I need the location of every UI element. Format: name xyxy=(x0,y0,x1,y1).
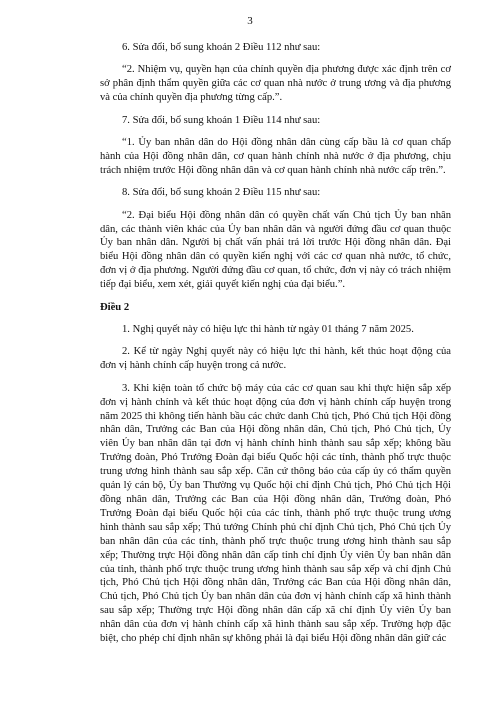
article-heading: Điều 2 xyxy=(100,301,130,313)
amendment-quote-6: “2. Nhiệm vụ, quyền hạn của chính quyền địa phương được xác định trên cơ sở phân định thẩm quyền giữa các cơ quan nhà nước ở trung ương và địa phương và của chính quyền địa phương từng cấp.”. xyxy=(100,64,451,104)
article-clause-2: 2. Kể từ ngày Nghị quyết này có hiệu lực thi hành, kết thúc hoạt động của đơn vị hành chính cấp huyện trong cả nước. xyxy=(100,346,451,372)
amendment-item-7: 7. Sửa đổi, bổ sung khoản 1 Điều 114 như sau: xyxy=(122,114,321,126)
amendment-item-8: 8. Sửa đổi, bổ sung khoản 2 Điều 115 như sau: xyxy=(122,187,321,199)
amendment-quote-8: “2. Đại biểu Hội đồng nhân dân có quyền chất vấn Chủ tịch Ủy ban nhân dân, các thành viên khác của Ủy ban nhân dân và người đứng đầu cơ quan thuộc Ủy ban nhân dân. Người bị chất vấn phải trả lời trước Hội đồng nhân dân. Đại biểu Hội đồng nhân dân có quyền kiến nghị với các cơ quan nhà nước, tổ chức, đơn vị ở địa phương. Người đứng đầu cơ quan, tổ chức, đơn vị này có trách nhiệm tiếp đại biểu, xem xét, giải quyết kiến nghị của đại biểu.”. xyxy=(100,209,451,291)
amendment-item-6: 6. Sửa đổi, bổ sung khoản 2 Điều 112 như sau: xyxy=(122,42,321,53)
amendment-quote-7: “1. Ủy ban nhân dân do Hội đồng nhân dân cùng cấp bầu là cơ quan chấp hành của Hội đồng nhân dân, cơ quan hành chính nhà nước ở địa phương, chịu trách nhiệm trước Hội đồng nhân dân và cơ quan hành chính nhà nước cấp trên.”. xyxy=(100,137,451,176)
article-clause-1: 1. Nghị quyết này có hiệu lực thi hành từ ngày 01 tháng 7 năm 2025. xyxy=(122,324,414,335)
article-clause-3: 3. Khi kiện toàn tổ chức bộ máy của các cơ quan sau khi thực hiện sắp xếp đơn vị hành chính và kết thúc hoạt động của đơn vị hành chính cấp huyện trong năm 2025 thì không tiến hành bầu các chức danh Chủ tịch, Phó Chủ tịch Hội đồng nhân dân, Trưởng các Ban của Hội đồng nhân dân, Chủ tịch, Phó Chủ tịch, Ủy viên Ủy ban nhân dân tại đơn vị hành chính hình thành sau sắp xếp; không bầu Trưởng đoàn, Phó Trưởng Đoàn đại biểu Quốc hội các tỉnh, thành phố trực thuộc trung ương hình thành sau sắp xếp. Căn cứ thông báo của cấp ủy có thẩm quyền quản lý cán bộ, Ủy ban Thường vụ Quốc hội chỉ định Chủ tịch, Phó Chủ tịch Hội đồng nhân dân, Trưởng các Ban của Hội đồng nhân dân, Trưởng đoàn, Phó Trưởng Đoàn đại biểu Quốc hội của các tỉnh, thành phố trực thuộc trung ương hình thành sau sắp xếp; Thủ tướng Chính phủ chỉ định Chủ tịch, Phó Chủ tịch Ủy ban nhân dân của các tỉnh, thành phố trực thuộc trung ương hình thành sau sắp xếp; Thường trực Hội đồng nhân dân cấp tỉnh chỉ định Ủy viên Ủy ban nhân dân của tỉnh, thành phố trực thuộc trung ương hình thành sau sắp xếp và chỉ định Chủ tịch, Phó Chủ tịch Hội đồng nhân dân, Trưởng các Ban của Hội đồng nhân dân, Chủ tịch, Phó Chủ tịch Ủy ban nhân dân của đơn vị hành chính cấp xã hình thành sau sắp xếp; Thường trực Hội đồng nhân dân cấp xã chỉ định Ủy viên Ủy ban nhân dân của đơn vị hành chính cấp xã hình thành sau sắp xếp. Trường hợp đặc biệt, cho phép chỉ định nhân sự không phải là đại biểu Hội đồng nhân dân giữ các xyxy=(100,382,451,645)
document-body xyxy=(100,41,451,654)
page-number: 3 xyxy=(247,15,253,27)
